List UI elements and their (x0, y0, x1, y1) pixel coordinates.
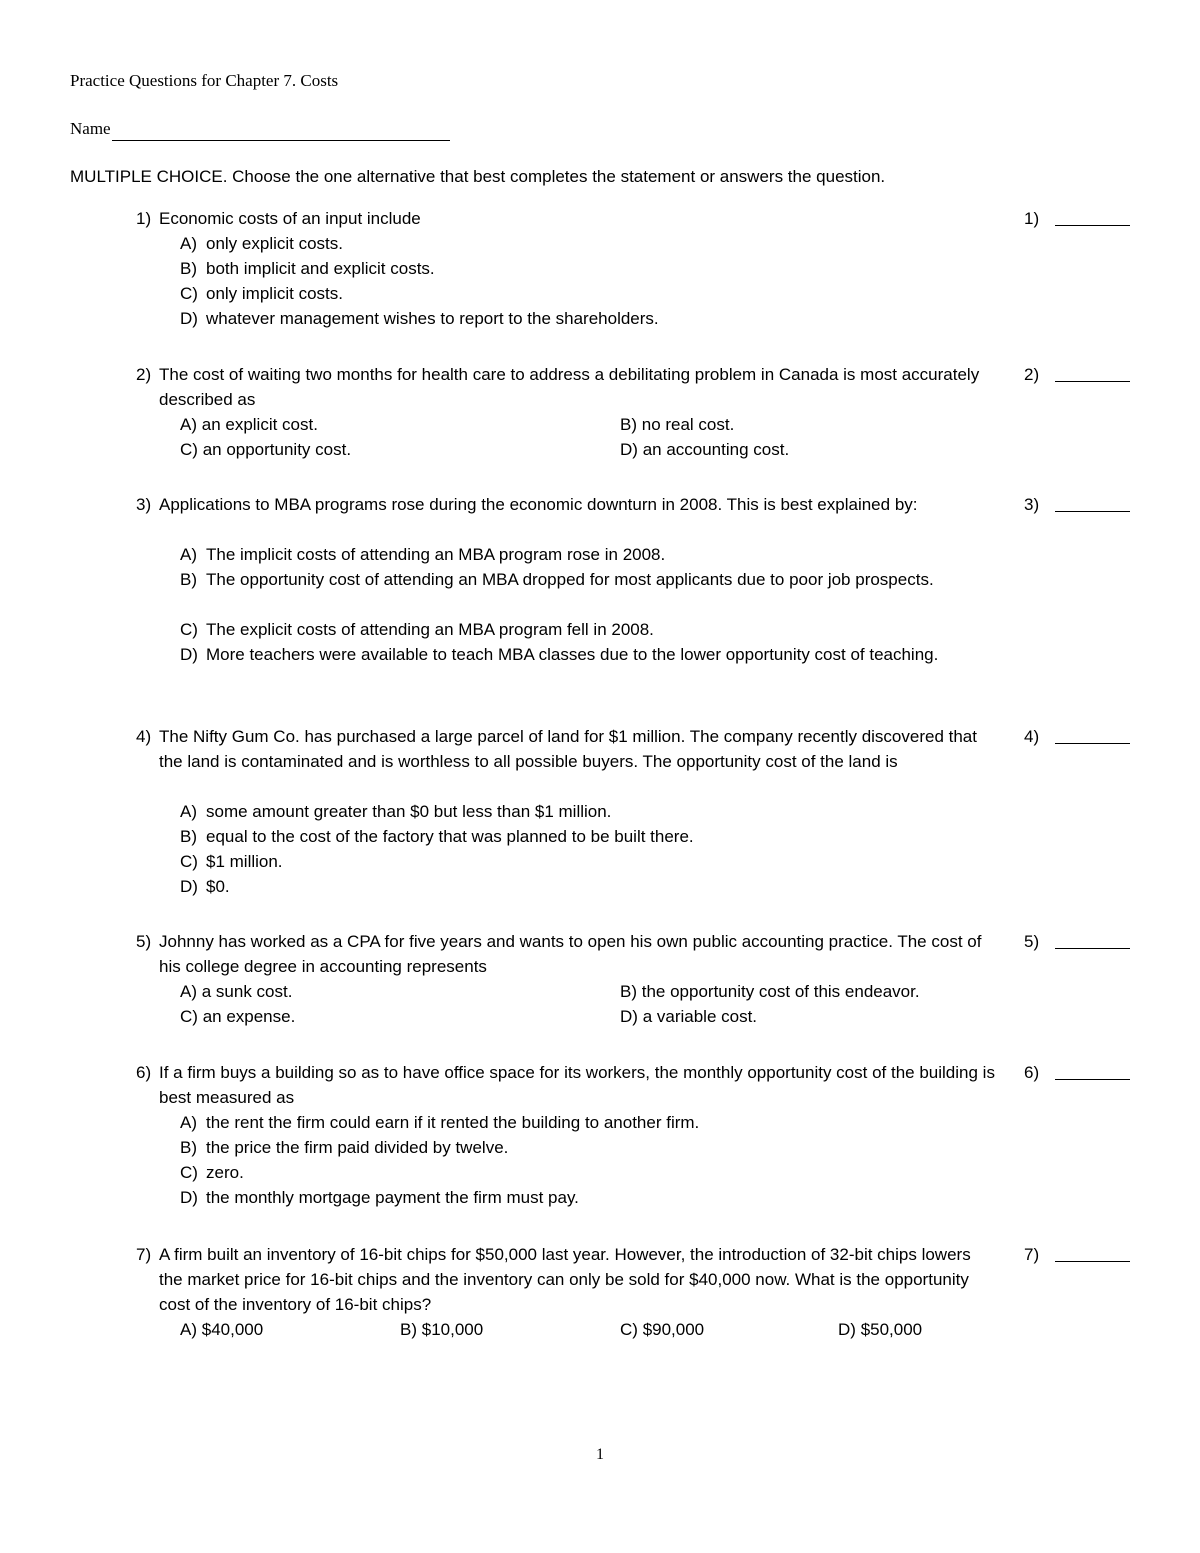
option-text: $0. (206, 877, 230, 896)
question-number: 6) (136, 1063, 152, 1082)
option-text: some amount greater than $0 but less than $1 million. (206, 802, 612, 821)
option-letter: D) (180, 877, 198, 896)
question-stem: If a firm buys a building so as to have office space for its workers, the monthly opportunity cost of the building is best measured as (159, 1063, 995, 1107)
option-c[interactable] (180, 437, 351, 462)
option-text: both implicit and explicit costs. (206, 259, 435, 278)
option-letter: C) (180, 1163, 198, 1182)
option-c[interactable] (180, 1004, 295, 1029)
option-text: $10,000 (421, 1320, 484, 1339)
option-letter: D) (620, 440, 638, 459)
answer-blank[interactable] (1055, 511, 1130, 512)
option-letter: B) (180, 570, 197, 589)
option-text: only implicit costs. (206, 284, 343, 303)
option-d[interactable] (620, 437, 789, 462)
answer-blank[interactable] (1055, 381, 1130, 382)
option-letter: A) (180, 545, 197, 564)
option-text: the price the firm paid divided by twelve. (206, 1138, 509, 1157)
document-title: Practice Questions for Chapter 7. Costs (70, 71, 339, 90)
option-letter: D) (838, 1320, 856, 1339)
option-text: zero. (206, 1163, 244, 1182)
question-number: 4) (136, 727, 152, 746)
answer-blank[interactable] (1055, 1079, 1130, 1080)
question-number: 7) (136, 1245, 152, 1264)
option-text: The explicit costs of attending an MBA program fell in 2008. (206, 620, 654, 639)
question-number: 1) (136, 209, 152, 228)
option-letter: D) (180, 645, 198, 664)
option-b[interactable] (620, 979, 920, 1004)
option-letter: C) (180, 440, 198, 459)
option-letter: A) (180, 1320, 197, 1339)
answer-label: 3) (1024, 495, 1040, 514)
option-text: $1 million. (206, 852, 283, 871)
answer-label: 4) (1024, 727, 1040, 746)
question-stem: Applications to MBA programs rose during the economic downturn in 2008. This is best explained by: (159, 495, 918, 514)
question-stem: Johnny has worked as a CPA for five years and wants to open his own public accounting practice. The cost of his college degree in accounting represents (159, 932, 982, 976)
answer-label: 7) (1024, 1245, 1040, 1264)
question-number: 2) (136, 365, 152, 384)
answer-label: 5) (1024, 932, 1040, 951)
option-text: an opportunity cost. (202, 440, 352, 459)
option-text: the opportunity cost of this endeavor. (641, 982, 920, 1001)
option-letter: B) (180, 827, 197, 846)
option-letter: B) (180, 1138, 197, 1157)
option-a[interactable] (180, 1317, 263, 1342)
answer-label: 1) (1024, 209, 1040, 228)
option-letter: D) (180, 309, 198, 328)
name-label: Name (70, 119, 111, 138)
option-a[interactable] (180, 412, 318, 437)
option-text: the monthly mortgage payment the firm must pay. (206, 1188, 579, 1207)
option-text: an expense. (202, 1007, 296, 1026)
option-d[interactable] (838, 1317, 922, 1342)
option-letter: A) (180, 802, 197, 821)
option-text: The opportunity cost of attending an MBA dropped for most applicants due to poor job prospects. (206, 570, 934, 589)
name-blank-line[interactable] (112, 120, 450, 141)
option-letter: A) (180, 982, 197, 1001)
option-letter: A) (180, 415, 197, 434)
answer-label: 6) (1024, 1063, 1040, 1082)
option-text: a sunk cost. (201, 982, 293, 1001)
page-number: 1 (596, 1446, 604, 1463)
option-text: $40,000 (201, 1320, 264, 1339)
question-number: 3) (136, 495, 152, 514)
option-d[interactable] (620, 1004, 757, 1029)
option-b[interactable] (400, 1317, 483, 1342)
answer-blank[interactable] (1055, 225, 1130, 226)
answer-blank[interactable] (1055, 948, 1130, 949)
option-c[interactable] (620, 1317, 704, 1342)
question-stem: A firm built an inventory of 16-bit chips for $50,000 last year. However, the introduction of 32-bit chips lowers the market price for 16-bit chips and the inventory can only be sold for $40,000 now. What is the opportunity cost of the inventory of 16-bit chips? (159, 1245, 971, 1314)
answer-blank[interactable] (1055, 743, 1130, 744)
option-letter: B) (620, 982, 637, 1001)
option-text: $90,000 (642, 1320, 705, 1339)
option-text: equal to the cost of the factory that was planned to be built there. (206, 827, 694, 846)
option-text: an accounting cost. (642, 440, 790, 459)
question-stem: Economic costs of an input include (159, 209, 421, 228)
instructions: MULTIPLE CHOICE. Choose the one alternative that best completes the statement or answers the question. (70, 167, 886, 186)
option-text: $50,000 (860, 1320, 923, 1339)
question-stem: The cost of waiting two months for health care to address a debilitating problem in Canada is most accurately described as (159, 365, 980, 409)
option-letter: D) (180, 1188, 198, 1207)
option-letter: B) (400, 1320, 417, 1339)
answer-label: 2) (1024, 365, 1040, 384)
answer-blank[interactable] (1055, 1261, 1130, 1262)
option-letter: C) (180, 852, 198, 871)
option-text: whatever management wishes to report to the shareholders. (206, 309, 659, 328)
option-text: only explicit costs. (206, 234, 343, 253)
option-letter: C) (180, 620, 198, 639)
option-letter: C) (620, 1320, 638, 1339)
option-letter: C) (180, 1007, 198, 1026)
option-letter: D) (620, 1007, 638, 1026)
name-field (70, 116, 450, 141)
option-text: the rent the firm could earn if it rented the building to another firm. (206, 1113, 700, 1132)
option-text: More teachers were available to teach MBA classes due to the lower opportunity cost of teaching. (206, 645, 939, 664)
option-text: an explicit cost. (201, 415, 318, 434)
option-a[interactable] (180, 979, 292, 1004)
option-b[interactable] (620, 412, 734, 437)
question-number: 5) (136, 932, 152, 951)
option-text: a variable cost. (642, 1007, 758, 1026)
option-letter: B) (180, 259, 197, 278)
question-stem: The Nifty Gum Co. has purchased a large parcel of land for $1 million. The company recently discovered that the land is contaminated and is worthless to all possible buyers. The opportunity cost of the land is (159, 727, 977, 771)
option-letter: A) (180, 234, 197, 253)
option-text: no real cost. (641, 415, 735, 434)
option-text: The implicit costs of attending an MBA program rose in 2008. (206, 545, 666, 564)
option-letter: B) (620, 415, 637, 434)
option-letter: C) (180, 284, 198, 303)
option-letter: A) (180, 1113, 197, 1132)
